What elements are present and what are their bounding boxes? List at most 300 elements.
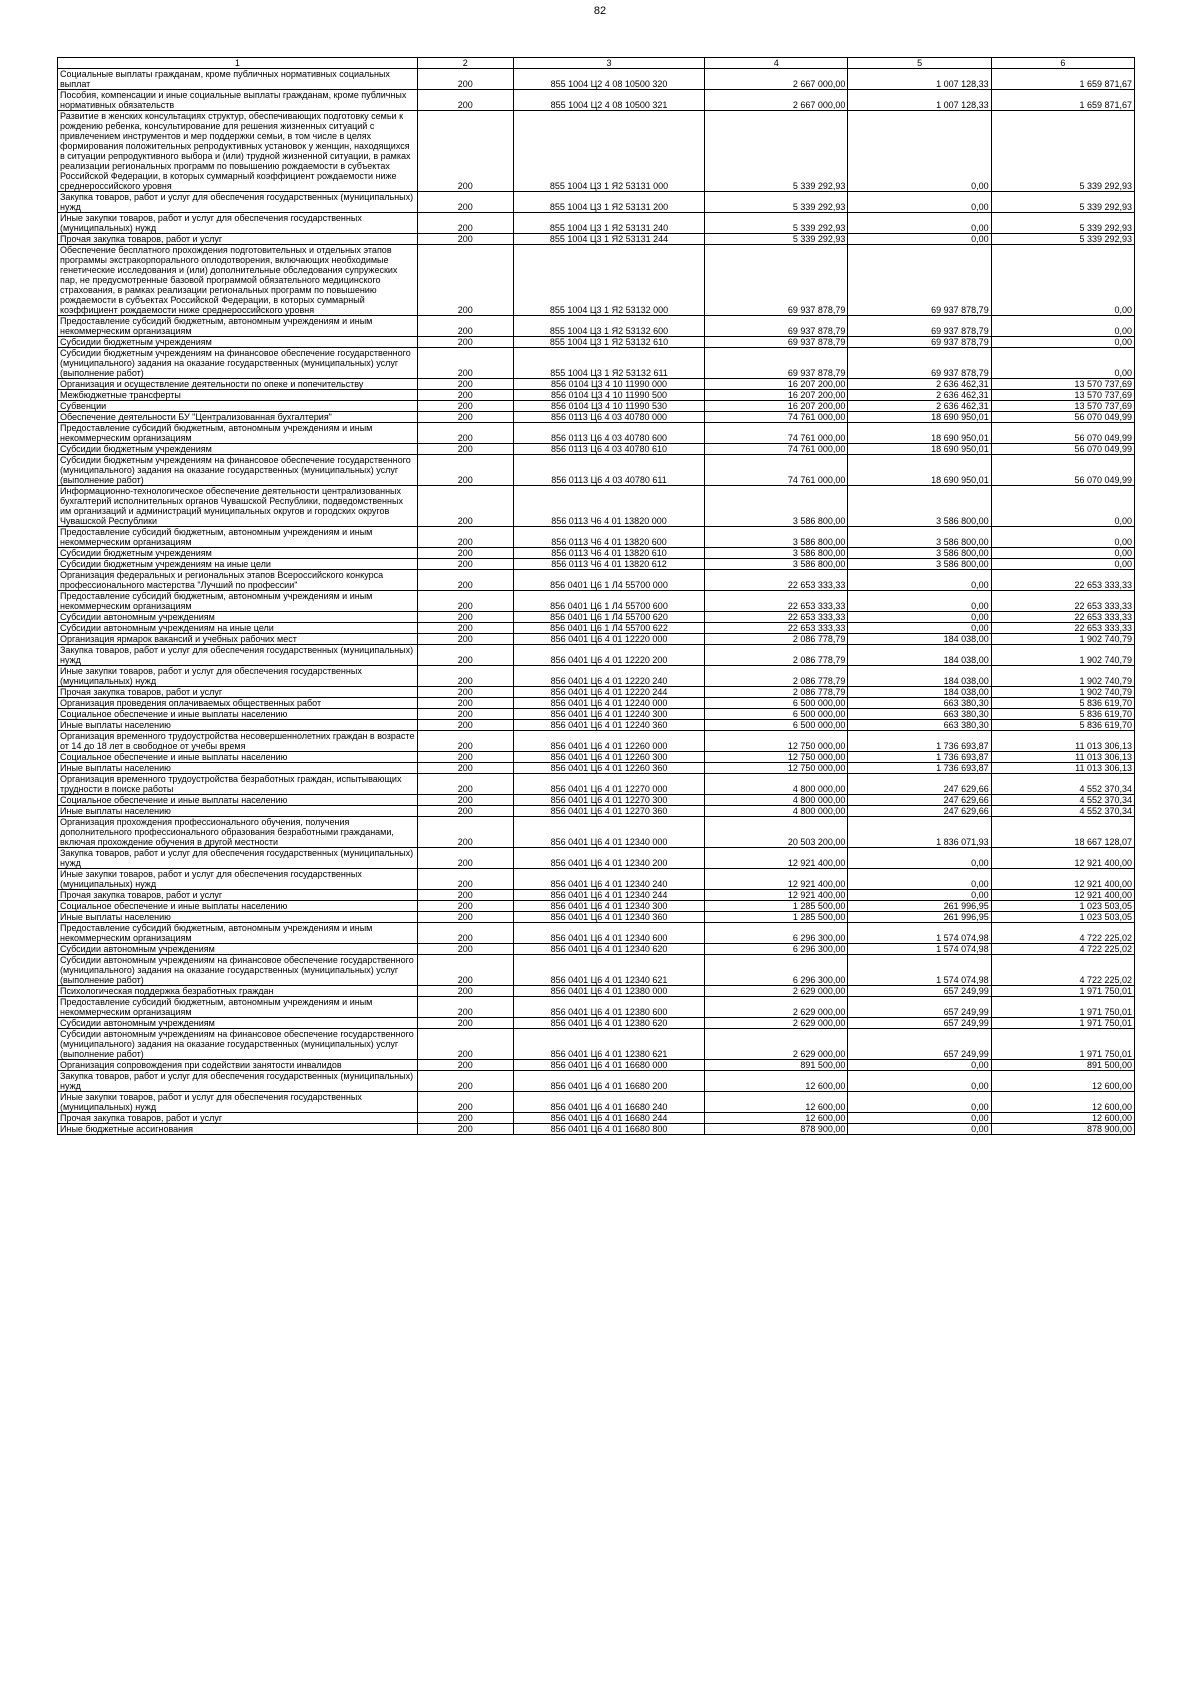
row-name-cell: Предоставление субсидий бюджетным, автономным учреждениям и иным некоммерческим организациям <box>58 423 418 444</box>
row-remaining-cell: 5 339 292,93 <box>991 111 1134 192</box>
row-name-cell: Субсидии автономным учреждениям на финансовое обеспечение государственного (муниципального) задания на оказание государственных (муниципальных) услуг (выполнение работ) <box>58 955 418 986</box>
row-approved-cell: 12 600,00 <box>705 1071 848 1092</box>
row-approved-cell: 4 800 000,00 <box>705 795 848 806</box>
row-executed-cell: 69 937 878,79 <box>848 245 991 316</box>
row-approved-cell: 4 800 000,00 <box>705 806 848 817</box>
row-budget-code-cell: 856 0104 Ц3 4 10 11990 500 <box>513 390 704 401</box>
table-row <box>58 559 1135 570</box>
row-remaining-cell: 22 653 333,33 <box>991 623 1134 634</box>
table-row <box>58 923 1135 944</box>
row-line-code-cell: 200 <box>417 591 513 612</box>
row-name-cell: Организация федеральных и региональных этапов Всероссийского конкурса профессионального мастерства "Лучший по профессии" <box>58 570 418 591</box>
table-row <box>58 111 1135 192</box>
row-executed-cell: 184 038,00 <box>848 634 991 645</box>
row-line-code-cell: 200 <box>417 666 513 687</box>
row-name-cell: Иные закупки товаров, работ и услуг для обеспечения государственных (муниципальных) нужд <box>58 869 418 890</box>
row-line-code-cell: 200 <box>417 795 513 806</box>
row-name-cell: Предоставление субсидий бюджетным, автономным учреждениям и иным некоммерческим организациям <box>58 923 418 944</box>
row-approved-cell: 74 761 000,00 <box>705 412 848 423</box>
row-budget-code-cell: 855 1004 Ц3 1 Я2 53131 240 <box>513 213 704 234</box>
row-executed-cell: 18 690 950,01 <box>848 412 991 423</box>
table-row <box>58 316 1135 337</box>
row-budget-code-cell: 856 0401 Ц6 4 01 12380 621 <box>513 1029 704 1060</box>
row-approved-cell: 12 600,00 <box>705 1092 848 1113</box>
row-remaining-cell: 4 552 370,34 <box>991 806 1134 817</box>
row-remaining-cell: 1 902 740,79 <box>991 666 1134 687</box>
row-name-cell: Межбюджетные трансферты <box>58 390 418 401</box>
table-row <box>58 806 1135 817</box>
row-line-code-cell: 200 <box>417 612 513 623</box>
row-remaining-cell: 4 722 225,02 <box>991 944 1134 955</box>
row-budget-code-cell: 856 0401 Ц6 4 01 12380 000 <box>513 986 704 997</box>
row-approved-cell: 6 500 000,00 <box>705 720 848 731</box>
row-name-cell: Прочая закупка товаров, работ и услуг <box>58 1113 418 1124</box>
row-line-code-cell: 200 <box>417 559 513 570</box>
row-budget-code-cell: 856 0401 Ц6 4 01 12340 000 <box>513 817 704 848</box>
row-budget-code-cell: 855 1004 Ц3 1 Я2 53131 000 <box>513 111 704 192</box>
row-executed-cell: 2 636 462,31 <box>848 379 991 390</box>
table-row <box>58 731 1135 752</box>
row-budget-code-cell: 856 0401 Ц6 4 01 12220 000 <box>513 634 704 645</box>
row-executed-cell: 0,00 <box>848 848 991 869</box>
table-row <box>58 192 1135 213</box>
row-remaining-cell: 0,00 <box>991 245 1134 316</box>
row-approved-cell: 878 900,00 <box>705 1124 848 1135</box>
row-executed-cell: 657 249,99 <box>848 1029 991 1060</box>
row-budget-code-cell: 856 0401 Ц6 4 01 12220 200 <box>513 645 704 666</box>
row-budget-code-cell: 855 1004 Ц2 4 08 10500 321 <box>513 90 704 111</box>
row-name-cell: Иные выплаты населению <box>58 763 418 774</box>
row-remaining-cell: 5 339 292,93 <box>991 213 1134 234</box>
table-row <box>58 1092 1135 1113</box>
table-row <box>58 997 1135 1018</box>
row-remaining-cell: 0,00 <box>991 337 1134 348</box>
row-approved-cell: 6 296 300,00 <box>705 955 848 986</box>
row-remaining-cell: 1 902 740,79 <box>991 645 1134 666</box>
row-remaining-cell: 22 653 333,33 <box>991 612 1134 623</box>
row-line-code-cell: 200 <box>417 486 513 527</box>
row-remaining-cell: 11 013 306,13 <box>991 731 1134 752</box>
row-remaining-cell: 12 600,00 <box>991 1113 1134 1124</box>
row-executed-cell: 1 736 693,87 <box>848 731 991 752</box>
row-name-cell: Закупка товаров, работ и услуг для обеспечения государственных (муниципальных) нужд <box>58 1071 418 1092</box>
table-row <box>58 709 1135 720</box>
row-budget-code-cell: 856 0113 Ц6 4 03 40780 611 <box>513 455 704 486</box>
row-budget-code-cell: 856 0401 Ц6 4 01 12220 244 <box>513 687 704 698</box>
row-remaining-cell: 12 600,00 <box>991 1071 1134 1092</box>
row-approved-cell: 2 086 778,79 <box>705 634 848 645</box>
row-remaining-cell: 18 667 128,07 <box>991 817 1134 848</box>
row-budget-code-cell: 856 0401 Ц6 4 01 12270 360 <box>513 806 704 817</box>
table-row <box>58 90 1135 111</box>
row-budget-code-cell: 856 0113 Ц6 4 03 40780 000 <box>513 412 704 423</box>
row-approved-cell: 2 629 000,00 <box>705 1018 848 1029</box>
row-executed-cell: 3 586 800,00 <box>848 486 991 527</box>
row-executed-cell: 247 629,66 <box>848 795 991 806</box>
row-remaining-cell: 1 971 750,01 <box>991 1018 1134 1029</box>
row-executed-cell: 1 574 074,98 <box>848 923 991 944</box>
row-name-cell: Иные выплаты населению <box>58 806 418 817</box>
table-row <box>58 944 1135 955</box>
row-name-cell: Предоставление субсидий бюджетным, автономным учреждениям и иным некоммерческим организациям <box>58 527 418 548</box>
row-executed-cell: 184 038,00 <box>848 666 991 687</box>
row-executed-cell: 184 038,00 <box>848 645 991 666</box>
row-executed-cell: 3 586 800,00 <box>848 559 991 570</box>
row-budget-code-cell: 856 0401 Ц6 4 01 12270 300 <box>513 795 704 806</box>
row-name-cell: Социальное обеспечение и иные выплаты населению <box>58 795 418 806</box>
row-approved-cell: 2 629 000,00 <box>705 997 848 1018</box>
table-row <box>58 591 1135 612</box>
row-executed-cell: 657 249,99 <box>848 1018 991 1029</box>
row-approved-cell: 2 667 000,00 <box>705 90 848 111</box>
row-name-cell: Организация и осуществление деятельности по опеке и попечительству <box>58 379 418 390</box>
row-budget-code-cell: 856 0104 Ц3 4 10 11990 000 <box>513 379 704 390</box>
row-remaining-cell: 22 653 333,33 <box>991 591 1134 612</box>
row-executed-cell: 18 690 950,01 <box>848 423 991 444</box>
row-approved-cell: 4 800 000,00 <box>705 774 848 795</box>
row-executed-cell: 0,00 <box>848 1060 991 1071</box>
table-row <box>58 1113 1135 1124</box>
row-executed-cell: 247 629,66 <box>848 774 991 795</box>
table-row <box>58 848 1135 869</box>
table-row <box>58 69 1135 90</box>
row-executed-cell: 261 996,95 <box>848 912 991 923</box>
row-budget-code-cell: 856 0401 Ц6 4 01 12340 621 <box>513 955 704 986</box>
row-approved-cell: 891 500,00 <box>705 1060 848 1071</box>
row-budget-code-cell: 856 0401 Ц6 4 01 12340 200 <box>513 848 704 869</box>
row-remaining-cell: 0,00 <box>991 548 1134 559</box>
row-budget-code-cell: 856 0401 Ц6 4 01 12260 360 <box>513 763 704 774</box>
row-name-cell: Социальное обеспечение и иные выплаты населению <box>58 709 418 720</box>
table-row <box>58 390 1135 401</box>
table-header-row <box>58 58 1135 69</box>
row-line-code-cell: 200 <box>417 806 513 817</box>
row-remaining-cell: 56 070 049,99 <box>991 412 1134 423</box>
row-line-code-cell: 200 <box>417 390 513 401</box>
row-executed-cell: 3 586 800,00 <box>848 548 991 559</box>
column-header-6: 6 <box>991 58 1134 69</box>
row-budget-code-cell: 856 0113 Ц6 4 03 40780 610 <box>513 444 704 455</box>
table-row <box>58 698 1135 709</box>
row-line-code-cell: 200 <box>417 90 513 111</box>
column-header-2: 2 <box>417 58 513 69</box>
row-name-cell: Субсидии бюджетным учреждениям <box>58 337 418 348</box>
row-remaining-cell: 4 552 370,34 <box>991 774 1134 795</box>
row-remaining-cell: 0,00 <box>991 559 1134 570</box>
row-name-cell: Субсидии бюджетным учреждениям на иные цели <box>58 559 418 570</box>
row-remaining-cell: 11 013 306,13 <box>991 752 1134 763</box>
table-body <box>58 69 1135 1135</box>
row-budget-code-cell: 856 0401 Ц6 4 01 12340 244 <box>513 890 704 901</box>
row-budget-code-cell: 855 1004 Ц3 1 Я2 53132 611 <box>513 348 704 379</box>
row-approved-cell: 5 339 292,93 <box>705 234 848 245</box>
row-executed-cell: 663 380,30 <box>848 698 991 709</box>
row-budget-code-cell: 856 0401 Ц6 4 01 12240 360 <box>513 720 704 731</box>
row-budget-code-cell: 856 0401 Ц6 1 Л4 55700 620 <box>513 612 704 623</box>
table-row <box>58 955 1135 986</box>
row-line-code-cell: 200 <box>417 111 513 192</box>
row-line-code-cell: 200 <box>417 1113 513 1124</box>
row-executed-cell: 184 038,00 <box>848 687 991 698</box>
row-executed-cell: 0,00 <box>848 869 991 890</box>
table-row <box>58 455 1135 486</box>
row-approved-cell: 1 285 500,00 <box>705 901 848 912</box>
row-remaining-cell: 1 902 740,79 <box>991 634 1134 645</box>
table-row <box>58 901 1135 912</box>
row-budget-code-cell: 856 0401 Ц6 4 01 12340 300 <box>513 901 704 912</box>
row-name-cell: Социальные выплаты гражданам, кроме публичных нормативных социальных выплат <box>58 69 418 90</box>
row-name-cell: Иные закупки товаров, работ и услуг для обеспечения государственных (муниципальных) нужд <box>58 666 418 687</box>
row-line-code-cell: 200 <box>417 955 513 986</box>
row-remaining-cell: 13 570 737,69 <box>991 379 1134 390</box>
row-executed-cell: 1 007 128,33 <box>848 90 991 111</box>
row-line-code-cell: 200 <box>417 752 513 763</box>
row-executed-cell: 663 380,30 <box>848 720 991 731</box>
table-row <box>58 645 1135 666</box>
row-name-cell: Организация проведения оплачиваемых общественных работ <box>58 698 418 709</box>
row-approved-cell: 22 653 333,33 <box>705 612 848 623</box>
row-budget-code-cell: 856 0401 Ц6 4 01 16680 200 <box>513 1071 704 1092</box>
row-approved-cell: 2 086 778,79 <box>705 666 848 687</box>
row-remaining-cell: 878 900,00 <box>991 1124 1134 1135</box>
row-line-code-cell: 200 <box>417 455 513 486</box>
row-approved-cell: 74 761 000,00 <box>705 455 848 486</box>
row-executed-cell: 1 736 693,87 <box>848 763 991 774</box>
row-line-code-cell: 200 <box>417 1018 513 1029</box>
row-name-cell: Субсидии автономным учреждениям <box>58 944 418 955</box>
row-name-cell: Иные бюджетные ассигнования <box>58 1124 418 1135</box>
row-approved-cell: 74 761 000,00 <box>705 444 848 455</box>
row-line-code-cell: 200 <box>417 245 513 316</box>
row-remaining-cell: 56 070 049,99 <box>991 455 1134 486</box>
row-budget-code-cell: 856 0401 Ц6 4 01 12220 240 <box>513 666 704 687</box>
row-name-cell: Обеспечение бесплатного прохождения подготовительных и отдельных этапов программы экстракорпорального оплодотворения, включающих необходимые генетические исследования и (или) дополнительные обследования супружеских пар, не предусмотренные базовой программой обязательного медицинского страхования, в рамках реализации региональных программ по повышению рождаемости в субъектах Российской Федерации, в которых суммарный коэффициент рождаемости ниже среднероссийского уровня <box>58 245 418 316</box>
row-name-cell: Организация прохождения профессионального обучения, получения дополнительного профессионального образования безработными гражданами, включая прохождение обучения в другой местности <box>58 817 418 848</box>
row-approved-cell: 2 086 778,79 <box>705 687 848 698</box>
row-approved-cell: 12 921 400,00 <box>705 890 848 901</box>
row-remaining-cell: 0,00 <box>991 348 1134 379</box>
row-name-cell: Развитие в женских консультациях структур, обеспечивающих подготовку семьи к рождению ребенка, консультирование для решения жизненных ситуаций с привлечением инструментов и мер поддержки семьи, в том числе в целях формирования положительных репродуктивных установок у женщин, находящихся в ситуации репродуктивного выбора и (или) трудной жизненной ситуации, в рамках реализации региональных программ по повышению рождаемости в субъектах Российской Федерации, в которых суммарный коэффициент рождаемости ниже среднероссийского уровня <box>58 111 418 192</box>
row-remaining-cell: 12 921 400,00 <box>991 890 1134 901</box>
row-executed-cell: 0,00 <box>848 591 991 612</box>
row-name-cell: Организация сопровождения при содействии занятости инвалидов <box>58 1060 418 1071</box>
row-approved-cell: 16 207 200,00 <box>705 390 848 401</box>
row-executed-cell: 0,00 <box>848 890 991 901</box>
row-line-code-cell: 200 <box>417 1060 513 1071</box>
table-row <box>58 612 1135 623</box>
row-approved-cell: 2 667 000,00 <box>705 69 848 90</box>
row-budget-code-cell: 855 1004 Ц3 1 Я2 53132 610 <box>513 337 704 348</box>
row-approved-cell: 69 937 878,79 <box>705 337 848 348</box>
row-remaining-cell: 5 836 619,70 <box>991 698 1134 709</box>
row-name-cell: Социальное обеспечение и иные выплаты населению <box>58 901 418 912</box>
table-row <box>58 379 1135 390</box>
row-budget-code-cell: 855 1004 Ц3 1 Я2 53132 000 <box>513 245 704 316</box>
table-row <box>58 548 1135 559</box>
row-budget-code-cell: 856 0113 Ч6 4 01 13820 610 <box>513 548 704 559</box>
table-row <box>58 623 1135 634</box>
row-approved-cell: 3 586 800,00 <box>705 527 848 548</box>
row-approved-cell: 2 086 778,79 <box>705 645 848 666</box>
row-executed-cell: 0,00 <box>848 1124 991 1135</box>
row-remaining-cell: 0,00 <box>991 486 1134 527</box>
row-executed-cell: 247 629,66 <box>848 806 991 817</box>
row-approved-cell: 69 937 878,79 <box>705 348 848 379</box>
row-line-code-cell: 200 <box>417 1071 513 1092</box>
row-line-code-cell: 200 <box>417 412 513 423</box>
row-remaining-cell: 11 013 306,13 <box>991 763 1134 774</box>
row-approved-cell: 12 921 400,00 <box>705 848 848 869</box>
row-remaining-cell: 891 500,00 <box>991 1060 1134 1071</box>
row-name-cell: Субсидии бюджетным учреждениям на финансовое обеспечение государственного (муниципального) задания на оказание государственных (муниципальных) услуг (выполнение работ) <box>58 455 418 486</box>
table-row <box>58 527 1135 548</box>
table-row <box>58 666 1135 687</box>
row-name-cell: Прочая закупка товаров, работ и услуг <box>58 234 418 245</box>
table-row <box>58 869 1135 890</box>
row-budget-code-cell: 856 0401 Ц6 4 01 12340 360 <box>513 912 704 923</box>
row-line-code-cell: 200 <box>417 348 513 379</box>
row-executed-cell: 1 574 074,98 <box>848 955 991 986</box>
row-remaining-cell: 1 023 503,05 <box>991 901 1134 912</box>
row-line-code-cell: 200 <box>417 986 513 997</box>
row-budget-code-cell: 856 0401 Ц6 4 01 12240 000 <box>513 698 704 709</box>
row-budget-code-cell: 855 1004 Ц3 1 Я2 53131 200 <box>513 192 704 213</box>
row-remaining-cell: 5 339 292,93 <box>991 234 1134 245</box>
row-line-code-cell: 200 <box>417 379 513 390</box>
row-name-cell: Закупка товаров, работ и услуг для обеспечения государственных (муниципальных) нужд <box>58 645 418 666</box>
row-line-code-cell: 200 <box>417 444 513 455</box>
row-budget-code-cell: 856 0401 Ц6 1 Л4 55700 000 <box>513 570 704 591</box>
table-row <box>58 1029 1135 1060</box>
row-approved-cell: 22 653 333,33 <box>705 591 848 612</box>
row-executed-cell: 1 007 128,33 <box>848 69 991 90</box>
table-row <box>58 401 1135 412</box>
row-executed-cell: 0,00 <box>848 612 991 623</box>
row-remaining-cell: 1 659 871,67 <box>991 69 1134 90</box>
row-approved-cell: 6 296 300,00 <box>705 944 848 955</box>
row-name-cell: Субсидии бюджетным учреждениям на финансовое обеспечение государственного (муниципального) задания на оказание государственных (муниципальных) услуг (выполнение работ) <box>58 348 418 379</box>
row-executed-cell: 2 636 462,31 <box>848 401 991 412</box>
row-name-cell: Прочая закупка товаров, работ и услуг <box>58 890 418 901</box>
table-row <box>58 245 1135 316</box>
row-name-cell: Иные закупки товаров, работ и услуг для обеспечения государственных (муниципальных) нужд <box>58 1092 418 1113</box>
row-executed-cell: 69 937 878,79 <box>848 348 991 379</box>
row-approved-cell: 3 586 800,00 <box>705 559 848 570</box>
row-remaining-cell: 0,00 <box>991 316 1134 337</box>
row-line-code-cell: 200 <box>417 548 513 559</box>
row-remaining-cell: 12 600,00 <box>991 1092 1134 1113</box>
row-approved-cell: 3 586 800,00 <box>705 548 848 559</box>
row-budget-code-cell: 856 0401 Ц6 4 01 16680 000 <box>513 1060 704 1071</box>
row-executed-cell: 0,00 <box>848 192 991 213</box>
row-approved-cell: 12 750 000,00 <box>705 731 848 752</box>
row-line-code-cell: 200 <box>417 423 513 444</box>
table-row <box>58 570 1135 591</box>
row-approved-cell: 12 750 000,00 <box>705 763 848 774</box>
row-line-code-cell: 200 <box>417 687 513 698</box>
row-line-code-cell: 200 <box>417 213 513 234</box>
row-line-code-cell: 200 <box>417 337 513 348</box>
row-approved-cell: 6 296 300,00 <box>705 923 848 944</box>
row-executed-cell: 69 937 878,79 <box>848 337 991 348</box>
row-executed-cell: 0,00 <box>848 234 991 245</box>
row-approved-cell: 5 339 292,93 <box>705 192 848 213</box>
row-budget-code-cell: 856 0401 Ц6 4 01 12380 600 <box>513 997 704 1018</box>
row-executed-cell: 1 574 074,98 <box>848 944 991 955</box>
table-row <box>58 890 1135 901</box>
row-budget-code-cell: 856 0401 Ц6 4 01 16680 800 <box>513 1124 704 1135</box>
table-row <box>58 720 1135 731</box>
row-line-code-cell: 200 <box>417 709 513 720</box>
table-row <box>58 763 1135 774</box>
column-header-4: 4 <box>705 58 848 69</box>
row-budget-code-cell: 856 0401 Ц6 4 01 12340 620 <box>513 944 704 955</box>
row-approved-cell: 6 500 000,00 <box>705 709 848 720</box>
page-number: 82 <box>593 5 607 17</box>
row-executed-cell: 657 249,99 <box>848 986 991 997</box>
row-executed-cell: 18 690 950,01 <box>848 455 991 486</box>
row-approved-cell: 5 339 292,93 <box>705 111 848 192</box>
row-budget-code-cell: 856 0113 Ч6 4 01 13820 000 <box>513 486 704 527</box>
row-line-code-cell: 200 <box>417 192 513 213</box>
row-executed-cell: 18 690 950,01 <box>848 444 991 455</box>
table-row <box>58 752 1135 763</box>
row-name-cell: Субсидии автономным учреждениям <box>58 1018 418 1029</box>
row-name-cell: Пособия, компенсации и иные социальные выплаты гражданам, кроме публичных нормативных обязательств <box>58 90 418 111</box>
row-budget-code-cell: 856 0401 Ц6 4 01 12380 620 <box>513 1018 704 1029</box>
row-approved-cell: 69 937 878,79 <box>705 316 848 337</box>
row-line-code-cell: 200 <box>417 570 513 591</box>
row-line-code-cell: 200 <box>417 527 513 548</box>
row-line-code-cell: 200 <box>417 720 513 731</box>
row-name-cell: Закупка товаров, работ и услуг для обеспечения государственных (муниципальных) нужд <box>58 192 418 213</box>
row-remaining-cell: 1 971 750,01 <box>991 997 1134 1018</box>
row-line-code-cell: 200 <box>417 869 513 890</box>
row-executed-cell: 261 996,95 <box>848 901 991 912</box>
row-executed-cell: 0,00 <box>848 623 991 634</box>
row-line-code-cell: 200 <box>417 944 513 955</box>
row-line-code-cell: 200 <box>417 698 513 709</box>
table-row <box>58 986 1135 997</box>
row-line-code-cell: 200 <box>417 316 513 337</box>
table-row <box>58 213 1135 234</box>
row-remaining-cell: 56 070 049,99 <box>991 423 1134 444</box>
row-remaining-cell: 1 023 503,05 <box>991 912 1134 923</box>
row-remaining-cell: 4 552 370,34 <box>991 795 1134 806</box>
row-remaining-cell: 1 902 740,79 <box>991 687 1134 698</box>
row-name-cell: Организация ярмарок вакансий и учебных рабочих мест <box>58 634 418 645</box>
row-executed-cell: 0,00 <box>848 1071 991 1092</box>
row-approved-cell: 12 600,00 <box>705 1113 848 1124</box>
row-executed-cell: 0,00 <box>848 1113 991 1124</box>
row-approved-cell: 12 750 000,00 <box>705 752 848 763</box>
row-line-code-cell: 200 <box>417 912 513 923</box>
row-line-code-cell: 200 <box>417 901 513 912</box>
table-row <box>58 348 1135 379</box>
row-approved-cell: 6 500 000,00 <box>705 698 848 709</box>
row-remaining-cell: 12 921 400,00 <box>991 848 1134 869</box>
row-budget-code-cell: 856 0113 Ц6 4 03 40780 600 <box>513 423 704 444</box>
row-budget-code-cell: 855 1004 Ц2 4 08 10500 320 <box>513 69 704 90</box>
row-line-code-cell: 200 <box>417 923 513 944</box>
row-remaining-cell: 5 836 619,70 <box>991 720 1134 731</box>
row-budget-code-cell: 856 0113 Ч6 4 01 13820 600 <box>513 527 704 548</box>
row-remaining-cell: 4 722 225,02 <box>991 955 1134 986</box>
row-name-cell: Прочая закупка товаров, работ и услуг <box>58 687 418 698</box>
row-approved-cell: 22 653 333,33 <box>705 570 848 591</box>
row-executed-cell: 657 249,99 <box>848 997 991 1018</box>
table-row <box>58 774 1135 795</box>
